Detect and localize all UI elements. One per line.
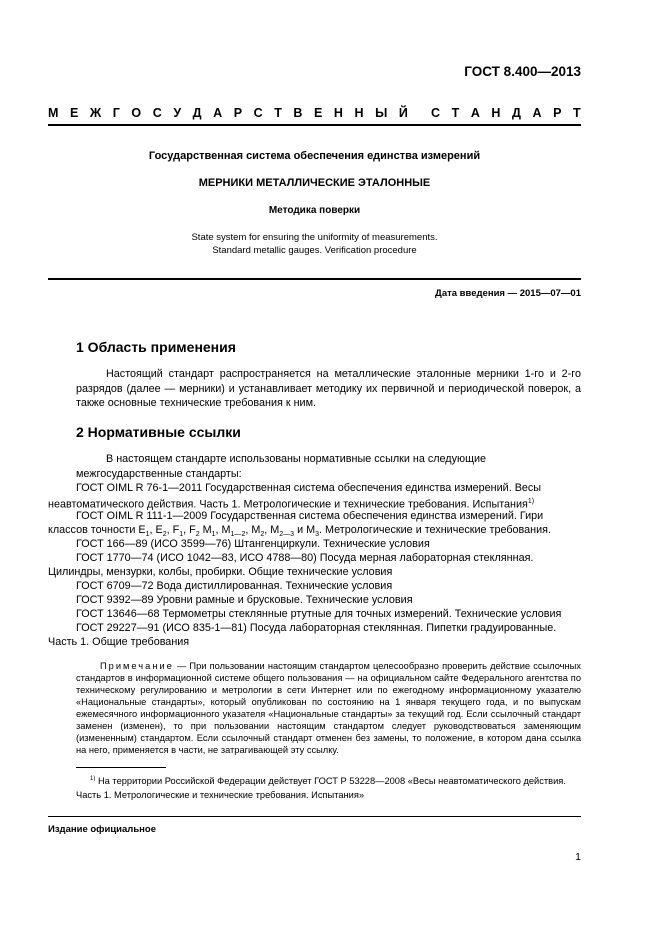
- banner-letter: Ж: [89, 106, 102, 120]
- banner-letter: Г: [112, 106, 120, 120]
- reference-oiml-r111-cont: классов точности $E_1$, $E_2$, $F_1$, $F_2$ $M_1$, $M_{1—2}$, $M_2$, $M_{2—3}$ и $M_3$. Метрологические и технические требования.: [48, 524, 551, 539]
- intro-date-rule: [48, 278, 581, 280]
- reference-gost-9392: ГОСТ 9392—89 Уровни рамные и брусковые. Технические условия: [76, 594, 413, 606]
- page-number: 1: [575, 851, 581, 863]
- footnote-rule: [76, 767, 166, 768]
- reference-oiml-r111: ГОСТ OIML R 111-1—2009 Государственная система обеспечения единства измерений. Гири: [76, 510, 544, 522]
- section-1-heading: 1 Область применения: [76, 339, 236, 355]
- banner-letter: Е: [69, 106, 79, 120]
- banner-letter: Т: [572, 106, 581, 120]
- footnote: $^{1)}$ На территории Российской Федерации действует ГОСТ Р 53228—2008 «Весы неавтоматического действия. Часть 1. Метрологические и технические требования. Испытания»: [76, 776, 566, 801]
- banner-letter: С: [152, 106, 162, 120]
- note-label: Примечание: [100, 661, 174, 671]
- banner-letter: О: [131, 106, 142, 120]
- banner-letter: Д: [192, 106, 202, 120]
- footer-rule: [48, 816, 581, 817]
- banner-letter: А: [470, 106, 480, 120]
- banner-letter: Р: [553, 106, 562, 120]
- section-2-heading: 2 Нормативные ссылки: [76, 424, 241, 440]
- header-rule: [48, 124, 581, 126]
- official-edition-label: Издание официальное: [48, 824, 156, 835]
- reference-gost-1770: ГОСТ 1770—74 (ИСО 1042—83, ИСО 4788—80) Посуда мерная лабораторная стеклянная.: [76, 552, 534, 564]
- banner-letter: Й: [398, 106, 408, 120]
- banner-letter: М: [48, 106, 59, 120]
- reference-gost-29227-cont: Часть 1. Общие требования: [48, 636, 190, 648]
- banner-letter: В: [293, 106, 303, 120]
- banner-letter: Н: [491, 106, 501, 120]
- reference-gost-166: ГОСТ 166—89 (ИСО 3599—76) Штангенциркули. Технические условия: [76, 538, 430, 550]
- english-title-line-2: Standard metallic gauges. Verification procedure: [212, 245, 417, 256]
- introduction-date: Дата введения — 2015—07—01: [435, 288, 581, 299]
- banner-letter: С: [431, 106, 441, 120]
- system-title: Государственная система обеспечения единства измерений: [148, 150, 481, 162]
- english-title-line-1: State system for ensuring the uniformity of measurements.: [191, 232, 438, 243]
- banner-letter: Т: [451, 106, 460, 120]
- banner-letter: Е: [314, 106, 323, 120]
- interstate-standard-banner: [48, 106, 581, 120]
- banner-letter: У: [173, 106, 182, 120]
- reference-gost-6709: ГОСТ 6709—72 Вода дистиллированная. Технические условия: [76, 580, 393, 592]
- banner-letter: Н: [333, 106, 343, 120]
- document-number: ГОСТ 8.400—2013: [464, 64, 581, 79]
- note-paragraph: Примечание — При пользовании настоящим стандартом целесообразно проверить действие ссылочных стандартов в информационной системе общего пользования — на официальном сайте Федерального агентства по техническому регулированию и метрологии в сети Интернет или по ежегодному информационному указателю «Национальные стандарты», который опубликован по состоянию на 1 января текущего года, и по выпускам ежемесячного информационного указателя «Национальные стандарты» за текущий год. Если ссылочный стандарт заменен (изменен), то при пользовании настоящим стандартом следует руководствоваться заменяющим (измененным) стандартом. Если ссылочный стандарт отменен без замены, то положение, в котором дана ссылка на него, применяется в части, не затрагивающей эту ссылку.: [76, 661, 581, 755]
- banner-letter: С: [253, 106, 263, 120]
- reference-gost-29227: ГОСТ 29227—91 (ИСО 835-1—81) Посуда лабораторная стеклянная. Пипетки градуированные.: [76, 622, 557, 634]
- banner-letter: Ы: [375, 106, 388, 120]
- document-title: МЕРНИКИ МЕТАЛЛИЧЕСКИЕ ЭТАЛОННЫЕ: [198, 177, 431, 189]
- banner-letter: Д: [512, 106, 521, 120]
- reference-oiml-r76: ГОСТ OIML R 76-1—2011 Государственная система обеспечения единства измерений. Весы: [76, 482, 542, 494]
- section-1-text: Настоящий стандарт распространяется на металлические эталонные мерники 1-го и 2-го разрядов (далее — мерники) и устанавливает методику их первичной и периодической поверок, а также основные технические требования к ним.: [76, 368, 581, 409]
- reference-gost-13646: ГОСТ 13646—68 Термометры стеклянные ртутные для точных измерений. Технические условия: [76, 608, 562, 620]
- banner-letter: Т: [274, 106, 282, 120]
- reference-gost-1770-cont: Цилиндры, мензурки, колбы, пробирки. Общие технические условия: [48, 566, 393, 578]
- banner-letter: А: [213, 106, 223, 120]
- footnote-mark: 1): [527, 498, 535, 505]
- banner-letter: Р: [233, 106, 243, 120]
- section-2-intro: В настоящем стандарте использованы нормативные ссылки на следующие межгосударственные стандарты:: [76, 453, 487, 480]
- banner-letter: А: [532, 106, 542, 120]
- reference-oiml-r76-cont: неавтоматического действия. Часть 1. Метрологические и технические требования. Испытания$^{1)}$: [48, 498, 535, 511]
- banner-letter: Н: [354, 106, 364, 120]
- document-subtitle: Методика поверки: [268, 205, 361, 216]
